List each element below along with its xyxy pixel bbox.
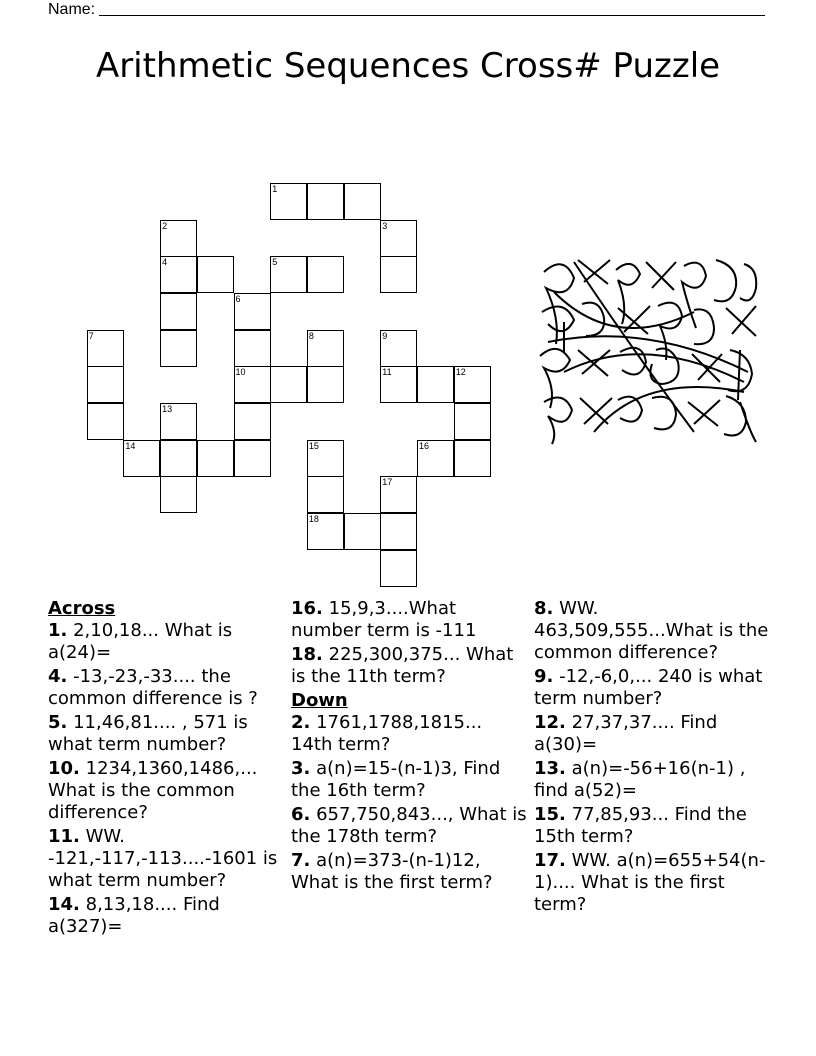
clue-number: 7.	[291, 850, 311, 871]
clue-text: 15,9,3....What number term is -111	[291, 598, 477, 641]
clue-text: 1761,1788,1815... 14th term?	[291, 712, 483, 755]
clue-text: 77,85,93... Find the 15th term?	[534, 804, 747, 847]
clue-text: WW. a(n)=655+54(n-1).... What is the first term?	[534, 850, 766, 915]
cell-number: 16	[419, 440, 430, 451]
down-clue	[534, 804, 770, 848]
crossword-cell[interactable]	[307, 330, 344, 367]
down-clue	[291, 712, 527, 756]
clue-number: 18.	[291, 644, 323, 665]
clue-number: 2.	[291, 712, 311, 733]
crossword-cell[interactable]	[160, 476, 197, 513]
crossword-cell[interactable]	[160, 330, 197, 367]
clues-column-2	[291, 598, 527, 896]
crossword-cell[interactable]	[234, 403, 271, 440]
across-clue	[48, 894, 284, 938]
crossword-cell[interactable]	[380, 476, 417, 513]
clue-number: 3.	[291, 758, 311, 779]
cell-number: 14	[125, 440, 136, 451]
crossword-cell[interactable]	[160, 256, 197, 293]
page-title: Arithmetic Sequences Cross# Puzzle	[95, 46, 721, 86]
number-ambigram-image	[534, 252, 766, 448]
clue-text: a(n)=373-(n-1)12, What is the first term?	[291, 850, 493, 893]
clue-text: 11,46,81.... , 571 is what term number?	[48, 712, 248, 755]
down-clue	[534, 598, 770, 664]
clue-text: 225,300,375... What is the 11th term?	[291, 644, 514, 687]
crossword-cell[interactable]	[380, 256, 417, 293]
crossword-cell[interactable]	[307, 366, 344, 403]
crossword-cell[interactable]	[270, 366, 307, 403]
crossword-cell[interactable]	[160, 440, 197, 477]
crossword-cell[interactable]	[197, 440, 234, 477]
clue-text: 1234,1360,1486,... What is the common difference?	[48, 758, 258, 823]
crossword-cell[interactable]	[270, 256, 307, 293]
crossword-cell[interactable]	[270, 183, 307, 220]
down-clue	[534, 758, 770, 802]
clue-number: 16.	[291, 598, 323, 619]
down-clue	[534, 850, 770, 916]
crossword-cell[interactable]	[380, 550, 417, 587]
crossword-cell[interactable]	[160, 403, 197, 440]
crossword-cell[interactable]	[87, 366, 124, 403]
clue-text: WW. -121,-117,-113....-1601 is what term number?	[48, 826, 278, 891]
clue-number: 14.	[48, 894, 80, 915]
crossword-cell[interactable]	[454, 366, 491, 403]
across-clue	[48, 826, 284, 892]
clue-text: WW. 463,509,555...What is the common difference?	[534, 598, 769, 663]
across-heading: Across	[48, 598, 116, 619]
cell-number: 1	[272, 183, 278, 194]
clue-text: 657,750,843..., What is the 178th term?	[291, 804, 527, 847]
clue-text: -12,-6,0,... 240 is what term number?	[534, 666, 763, 709]
crossword-cell[interactable]	[87, 403, 124, 440]
clue-number: 1.	[48, 620, 68, 641]
crossword-cell[interactable]	[234, 440, 271, 477]
cell-number: 9	[382, 330, 388, 341]
clue-text: -13,-23,-33.... the common difference is ?	[48, 666, 258, 709]
clue-number: 9.	[534, 666, 554, 687]
down-heading: Down	[291, 690, 348, 711]
crossword-cell[interactable]	[87, 330, 124, 367]
crossword-cell[interactable]	[307, 256, 344, 293]
crossword-cell[interactable]	[307, 476, 344, 513]
cell-number: 15	[308, 440, 319, 451]
crossword-cell[interactable]	[123, 440, 160, 477]
cell-number: 12	[455, 367, 466, 378]
clue-number: 12.	[534, 712, 566, 733]
cell-number: 8	[308, 330, 314, 341]
clue-number: 10.	[48, 758, 80, 779]
name-label: Name:	[48, 1, 96, 18]
crossword-cell[interactable]	[160, 293, 197, 330]
crossword-cell[interactable]	[307, 513, 344, 550]
crossword-cell[interactable]	[234, 293, 271, 330]
across-clue	[48, 620, 284, 664]
clue-number: 11.	[48, 826, 80, 847]
down-clue	[534, 712, 770, 756]
clue-text: a(n)=15-(n-1)3, Find the 16th term?	[291, 758, 501, 801]
crossword-cell[interactable]	[160, 220, 197, 257]
crossword-cell[interactable]	[234, 330, 271, 367]
clue-number: 6.	[291, 804, 311, 825]
cell-number: 4	[162, 257, 168, 268]
crossword-cell[interactable]	[454, 403, 491, 440]
crossword-cell[interactable]	[307, 183, 344, 220]
crossword-cell[interactable]	[344, 183, 381, 220]
cell-number: 18	[308, 514, 319, 525]
down-clue	[291, 758, 527, 802]
crossword-cell[interactable]	[380, 366, 417, 403]
crossword-cell[interactable]	[417, 366, 454, 403]
across-clue	[48, 712, 284, 756]
crossword-cell[interactable]	[380, 330, 417, 367]
cell-number: 10	[235, 367, 246, 378]
cell-number: 6	[235, 293, 241, 304]
cell-number: 13	[162, 404, 173, 414]
crossword-cell[interactable]	[454, 440, 491, 477]
clue-text: 27,37,37.... Find a(30)=	[534, 712, 718, 755]
clues-column-3	[534, 598, 770, 918]
down-clue	[534, 666, 770, 710]
cell-number: 7	[88, 330, 94, 341]
crossword-cell[interactable]	[234, 366, 271, 403]
crossword-cell[interactable]	[307, 440, 344, 477]
crossword-cell[interactable]	[417, 440, 454, 477]
down-clue	[291, 850, 527, 894]
clue-number: 5.	[48, 712, 68, 733]
across-clue	[291, 644, 527, 688]
clue-number: 13.	[534, 758, 566, 779]
crossword-cell[interactable]	[380, 220, 417, 257]
clue-number: 8.	[534, 598, 554, 619]
cell-number: 3	[382, 220, 388, 231]
cell-number: 17	[382, 477, 393, 488]
clues-column-1	[48, 598, 284, 940]
clue-number: 15.	[534, 804, 566, 825]
clue-number: 17.	[534, 850, 566, 871]
across-clue	[48, 758, 284, 824]
clue-text: 2,10,18... What is a(24)=	[48, 620, 233, 663]
crossword-cell[interactable]	[380, 513, 417, 550]
crossword-cell[interactable]	[344, 513, 381, 550]
cell-number: 2	[162, 220, 168, 231]
down-clue	[291, 804, 527, 848]
crossword-cell[interactable]	[197, 256, 234, 293]
clue-text: 8,13,18.... Find a(327)=	[48, 894, 220, 937]
cell-number: 11	[382, 367, 392, 378]
cell-number: 5	[272, 257, 278, 268]
clue-number: 4.	[48, 666, 68, 687]
across-clue	[48, 666, 284, 710]
across-clue	[291, 598, 527, 642]
clue-text: a(n)=-56+16(n-1) , find a(52)=	[534, 758, 746, 801]
